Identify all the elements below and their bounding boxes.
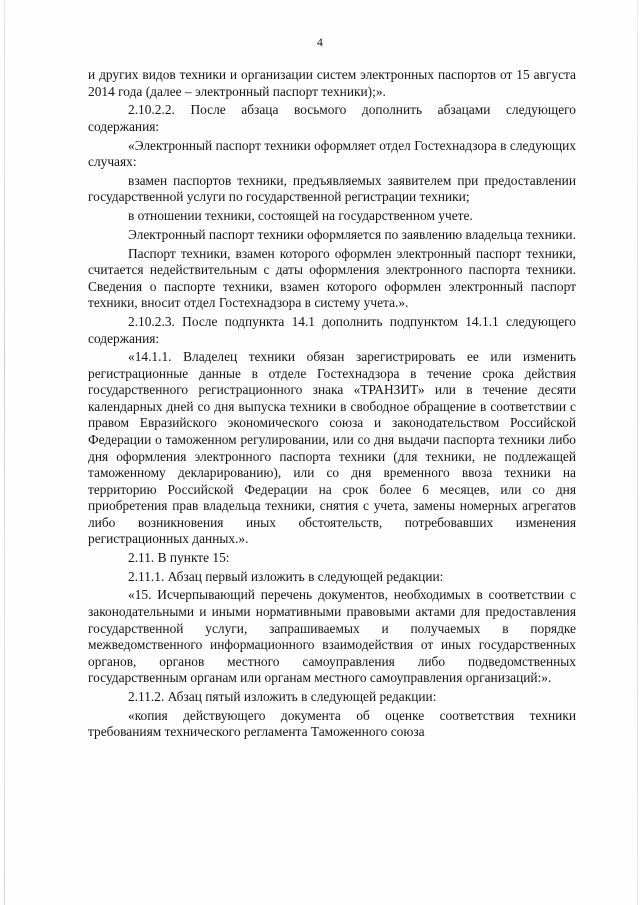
paragraph-10: 2.11. В пункте 15: (128, 550, 230, 565)
scan-edge-left (4, 0, 5, 905)
paragraph-6: Электронный паспорт техники оформляется по заявлению владельца техники. (128, 226, 576, 242)
paragraph-2: 2.10.2.2. После абзаца восьмого дополнить абзацами следующего содержания: (88, 102, 576, 134)
paragraph-3: «Электронный паспорт техники оформляет отдел Гостехнадзора в следующих случаях: (88, 137, 576, 170)
paragraph-9: «14.1.1. Владелец техники обязан зарегистрировать ее или изменить регистрационные данные в отделе Гостехнадзора в течение срока действия государственного регистрационного знака «ТРАНЗИТ» или в течение десяти календарных дней со дня выпуска техники в свободное обращение в соответствии с правом Евразийского экономического союза и законодательством Российской Федерации о таможенном регулировании, или со дня выдачи паспорта техники либо дня оформления электронного паспорта техники (для техники, не подлежащей таможенному декларированию), или со дня временного ввоза техники на территорию Российской Федерации на срок более 6 месяцев, или со дня приобретения прав владельца техники, снятия с учета, замены номерных агрегатов либо возникновения иных обстоятельств, потребовавших изменения регистрационных данных.». (88, 349, 576, 547)
paragraph-13: 2.11.2. Абзац пятый изложить в следующей редакции: (128, 688, 437, 704)
paragraph-11: 2.11.1. Абзац первый изложить в следующей редакции: (128, 568, 444, 584)
scan-edge-right (637, 0, 638, 905)
paragraph-4: взамен паспортов техники, предъявляемых заявителем при предоставлении государственной услуги по государственной регистрации техники; (88, 172, 576, 205)
paragraph-7: Паспорт техники, взамен которого оформлен электронный паспорт техники, считается недействительным с даты оформления электронного паспорта техники. Сведения о паспорте техники, взамен которого оформлен электронный паспорт техники, вносит отдел Гостехнадзора в систему учета.». (88, 245, 576, 311)
document-body (88, 67, 576, 743)
paragraph-5: в отношении техники, состоящей на государственном учете. (128, 208, 473, 224)
paragraph-12: «15. Исчерпывающий перечень документов, необходимых в соответствии с законодательными и иными нормативными правовыми актами для предоставления государственной услуги, запрашиваемых и получаемых в порядке межведомственного информационного взаимодействия от иных государственных органов, органов местного самоуправления либо подведомственных государственным органам или органам местного самоуправления организаций:». (88, 587, 576, 686)
paragraph-8: 2.10.2.3. После подпункта 14.1 дополнить подпунктом 14.1.1 следующего содержания: (88, 313, 576, 346)
paragraph-1: и других видов техники и организации систем электронных паспортов от 15 августа 2014 года (далее – электронный паспорт техники);». (88, 67, 576, 99)
page-number: 4 (316, 35, 324, 49)
paragraph-14: «копия действующего документа об оценке соответствия техники требованиям технического регламента Таможенного союза (88, 707, 576, 740)
